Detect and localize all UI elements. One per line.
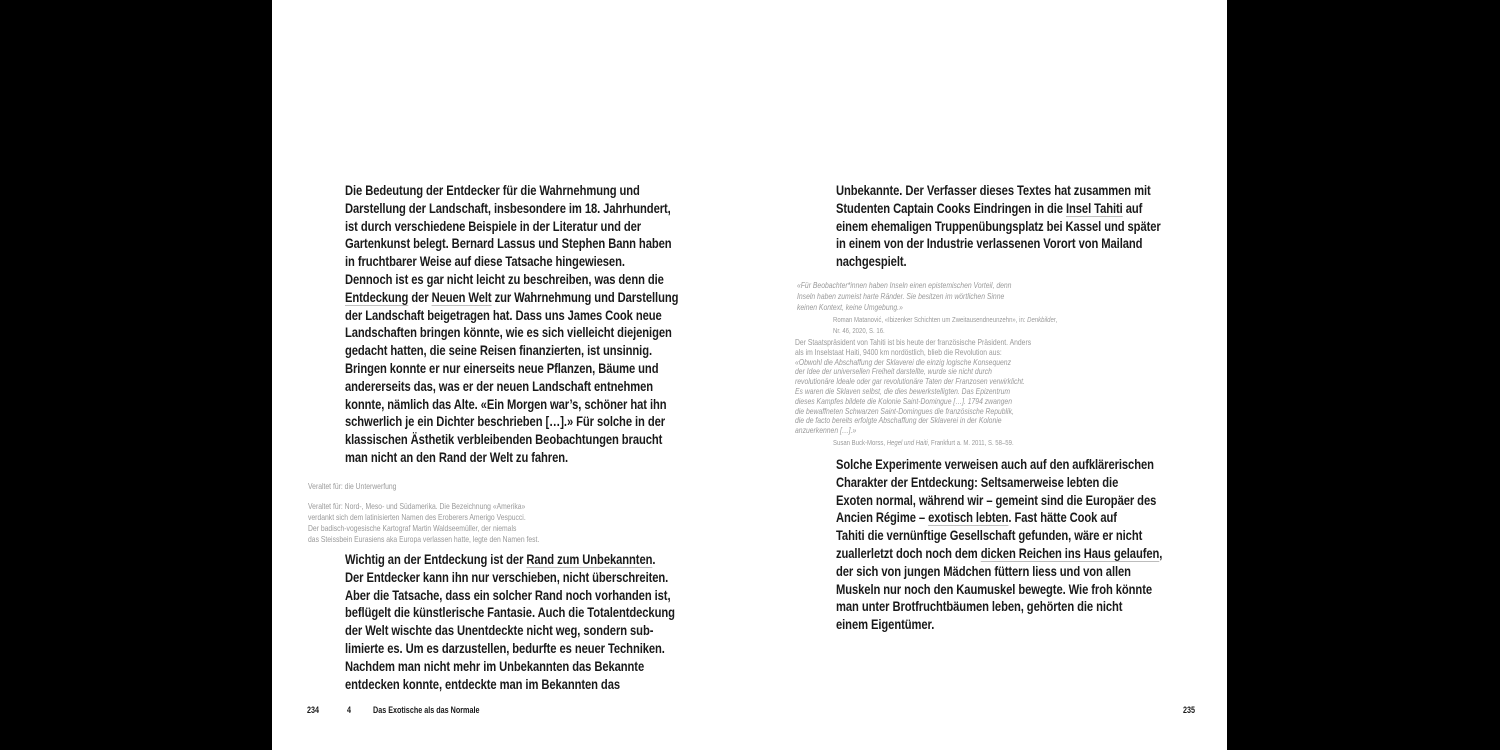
text-line: Roman Matanović, «Ibizenker Schichten um Zweitausendneunzehn», in: Denkbilder, (833, 315, 1058, 324)
text-line: Tahiti die vernünftige Gesellschaft gefunden, wäre er nicht (836, 527, 1143, 544)
text-line: anzuerkennen […].» (795, 425, 857, 436)
text-line: die bewaffneten Schwarzen Saint-Domingues die französische Republik, (795, 405, 1014, 416)
text-line: gedacht hatten, die seine Reisen finanzierten, ist unsinnig. (345, 342, 652, 359)
text-line: das Steissbein Eurasiens aka Europa verlassen hatte, legte den Namen fest. (308, 534, 540, 544)
page-number: 235 (1183, 705, 1196, 715)
text-line: schwerlich je ein Dichter beschrieben […].» Für solche in der (345, 413, 666, 430)
body-paragraph (345, 551, 675, 693)
text-line: der sich von jungen Mädchen füttern liess und von allen (836, 562, 1131, 579)
text-line: Charakter der Entdeckung: Seltsamerweise lebten die (836, 473, 1119, 490)
text-line: Gartenkunst belegt. Bernard Lassus und Stephen Bann haben (345, 235, 672, 252)
text-line: man unter Brotfruchtbäumen leben, gehörten die nicht (836, 598, 1123, 615)
text-line: Landschaften bringen könnte, wie es sich vielleicht diejenigen (345, 324, 672, 341)
text-line: Dennoch ist es gar nicht leicht zu beschreiben, was denn die (345, 270, 664, 287)
text-line: revolutionäre Ideale oder gar revolutionäre Taten der Franzosen verwirklicht. (795, 376, 1025, 387)
text-line: man nicht an den Rand der Welt zu fahren. (345, 448, 569, 465)
text-line: zuallerletzt doch noch dem dicken Reichen ins Haus gelaufen, (836, 544, 1163, 561)
text-line: Susan Buck-Morss, Hegel und Haiti, Frankfurt a. M. 2011, S. 58–59. (833, 438, 1014, 447)
body-paragraph (345, 182, 678, 467)
text-line: nachgespielt. (836, 253, 907, 270)
text-line: Es waren die Sklaven selbst, die dies bewerkstelligten. Das Epizentrum (795, 385, 1011, 396)
text-line: einem ehemaligen Truppenübungsplatz bei Kassel und später (836, 217, 1161, 234)
book-spread (272, 0, 1227, 750)
text-line: beflügelt die künstlerische Fantasie. Auch die Totalentdeckung (345, 604, 675, 621)
text-line: Exoten normal, während wir – gemeint sind die Europäer des (836, 491, 1157, 508)
text-line: verdankt sich dem latinisierten Namen des Eroberers Amerigo Vespucci. (308, 512, 526, 522)
text-line: Nr. 46, 2020, S. 16. (833, 326, 885, 335)
text-line: Bringen konnte er nur einerseits neue Pflanzen, Bäume und (345, 359, 659, 376)
text-line: Inseln haben zumeist harte Ränder. Sie besitzen im wörtlichen Sinne (797, 291, 1005, 301)
text-line: ist durch verschiedene Beispiele in der Literatur und der (345, 217, 642, 234)
text-line: Wichtig an der Entdeckung ist der Rand zum Unbekannten. (345, 551, 656, 567)
text-line: dieses Kampfes bildete die Kolonie Saint-Domingue […]. 1794 zwangen (795, 395, 1012, 406)
text-line: Veraltet für: die Unterwerfung (308, 481, 397, 491)
margin-note (308, 481, 396, 492)
text-line: «Obwohl die Abschaffung der Sklaverei die einzig logische Konsequenz (795, 356, 1011, 367)
text-line: Solche Experimente verweisen auch auf den aufklärerischen (836, 456, 1154, 472)
text-line: Der badisch-vogesische Kartograf Martin Waldseemüller, der niemals (308, 523, 517, 533)
text-line: in fruchtbarer Weise auf diese Tatsache hingewiesen. (345, 253, 625, 270)
text-line: «Für Beobachter*innen haben Inseln einen epistemischen Vorteil, denn (797, 280, 1012, 290)
text-line: Studenten Captain Cooks Eindringen in die Insel Tahiti auf (836, 199, 1143, 216)
footnote-quote (797, 280, 1011, 313)
text-line: Der Staatspräsident von Tahiti ist bis heute der französische Präsident. Anders (795, 337, 1032, 347)
chapter-number: 4 (347, 705, 352, 715)
text-line: Aber die Tatsache, dass ein solcher Rand noch vorhanden ist, (345, 586, 671, 603)
text-line: Die Bedeutung der Entdecker für die Wahrnehmung und (345, 182, 640, 198)
text-line: klassischen Ästhetik verbleibenden Beobachtungen braucht (345, 431, 663, 448)
text-line: keinen Kontext, keine Umgebung.» (797, 302, 903, 312)
text-line: einem Eigentümer. (836, 616, 935, 633)
text-line: der Landschaft beigetragen hat. Dass uns James Cook neue (345, 306, 662, 323)
chapter-title: Das Exotische als das Normale (373, 705, 480, 715)
text-line: limierte es. Um es darzustellen, bedurfte es neuer Techniken. (345, 639, 665, 656)
text-line: Ancien Régime – exotisch lebten. Fast hätte Cook auf (836, 509, 1117, 526)
text-line: Unbekannte. Der Verfasser dieses Textes hat zusammen mit (836, 182, 1151, 198)
text-line: Veraltet für: Nord-, Meso- und Südamerika. Die Bezeichnung «Amerika» (308, 501, 526, 511)
text-line: die de facto bereits erfolgte Abschaffung der Sklaverei in der Kolonie (795, 415, 1002, 426)
text-line: der Welt wischte das Unentdeckte nicht weg, sondern sub- (345, 622, 654, 639)
footnote (795, 338, 1031, 436)
text-line: Darstellung der Landschaft, insbesondere im 18. Jahrhundert, (345, 199, 671, 216)
text-line: der Idee der universellen Freiheit darstellte, wurde sie nicht durch (795, 366, 992, 377)
text-line: als im Inselstaat Haiti, 9400 km nordöstlich, blieb die Revolution aus: (795, 346, 1002, 357)
footnote-citation (833, 314, 1057, 336)
margin-note (308, 501, 539, 545)
text-line: konnte, nämlich das Alte. «Ein Morgen war’s, schöner hat ihn (345, 395, 667, 412)
text-line: Nachdem man nicht mehr im Unbekannten das Bekannte (345, 657, 645, 674)
text-line: Der Entdecker kann ihn nur verschieben, nicht überschreiten. (345, 568, 669, 585)
text-line: entdecken konnte, entdeckte man im Bekannten das (345, 675, 620, 692)
footnote-citation (833, 437, 1014, 448)
text-line: in einem von der Industrie verlassenen Vorort von Mailand (836, 235, 1143, 252)
body-paragraph (836, 182, 1161, 271)
text-line: Entdeckung der Neuen Welt zur Wahrnehmung und Darstellung (345, 288, 679, 305)
body-paragraph (836, 456, 1162, 634)
page-number: 234 (307, 705, 320, 715)
text-line: Muskeln nur noch den Kaumuskel bewegte. Wie froh könnte (836, 580, 1152, 597)
text-line: andererseits das, was er der neuen Landschaft entnehmen (345, 377, 654, 394)
